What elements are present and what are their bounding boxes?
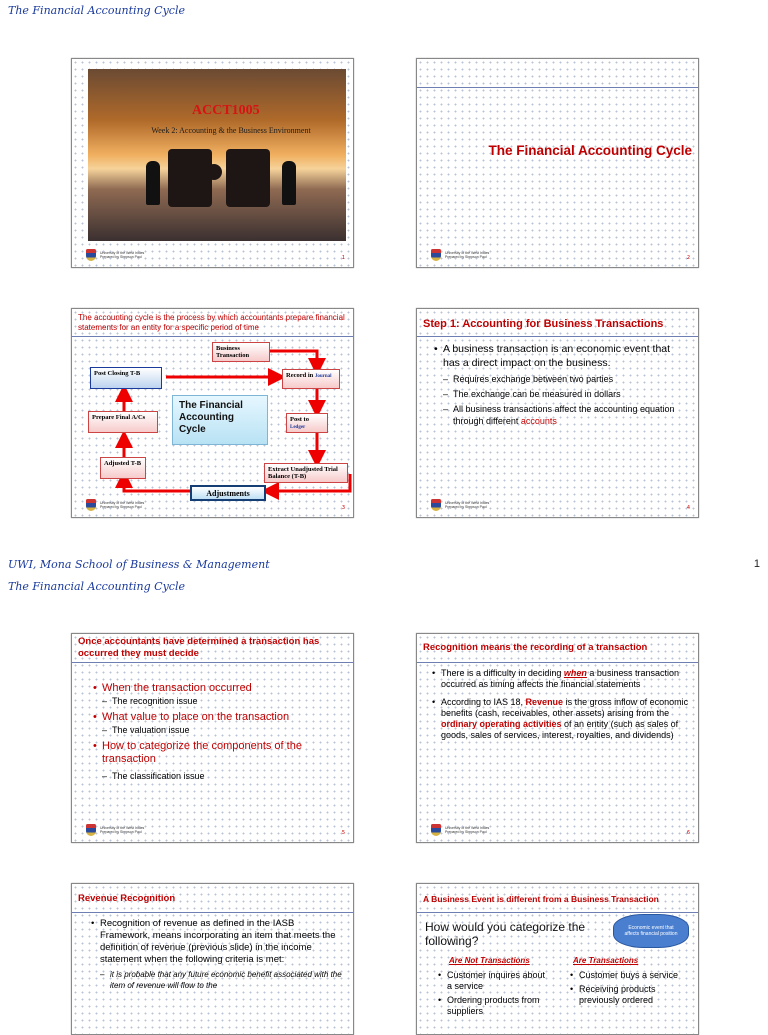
bullet: • What value to place on the transaction <box>102 711 340 724</box>
university-crest-icon <box>86 824 96 836</box>
slide-number: 6 <box>686 830 690 836</box>
list-item: • Receiving products previously ordered <box>579 984 687 1006</box>
slide-2: The Financial Accounting Cycle University of the West Indies Prepared by Simpson Paul 2 <box>416 58 699 268</box>
box-extract-trial-balance: Extract Unadjusted Trial Balance (T-B) <box>264 463 348 483</box>
puzzle-piece-right <box>226 149 270 207</box>
slide-6: Recognition means the recording of a transaction • There is a difficulty in deciding when a business transaction occurred as timing affects the financial statements • According to IAS 18, Revenue is the gross inflow of economic benefits (cash, receivables, other assets) arising from the ordinary operating activities of an entity (such as sales of goods, sales of services, interest, royalties, and dividends) University of the West Indies Prepared by Simpson Paul 6 <box>416 633 699 843</box>
cloud-callout: Economic event that affects financial position <box>613 914 689 948</box>
sub-bullet: – The valuation issue <box>90 724 340 736</box>
box-prepare-final-accounts: Prepare Final A/Cs <box>88 411 158 433</box>
page-number: 1 <box>753 558 760 570</box>
box-post-closing-tb: Post Closing T-B <box>90 367 162 389</box>
slide-4-body <box>431 342 681 427</box>
sub-bullet: – The classification issue <box>90 770 340 782</box>
slide-7-title: Revenue Recognition <box>78 893 176 904</box>
university-crest-icon <box>431 249 441 261</box>
bullet: • There is a difficulty in deciding when a business transaction occurred as timing affects the financial statements <box>441 668 689 690</box>
sub-bullet: – The exchange can be measured in dollars <box>431 388 681 400</box>
person-right-silhouette <box>282 161 296 205</box>
bullet: • According to IAS 18, Revenue is the gross inflow of economic benefits (cash, receivables, other assets) arising from the ordinary operating activities of an entity (such as sales of goods, sales of services, interest, royalties, and dividends) <box>441 697 689 741</box>
slide-5: Once accountants have determined a transaction has occurred they must decide • When the transaction occurred – The recognition issue • What value to place on the transaction – The valuation issue • How to categorize the components of the transaction – The classification issue University of the West Indies Prepared by Simpson Paul 5 <box>71 633 354 843</box>
slide-7 <box>71 883 354 1035</box>
slide-number: 4 <box>686 505 690 511</box>
column-transactions: Are Transactions <box>573 956 639 965</box>
slide-3-title: The accounting cycle is the process by which accountants prepare financial statements for an entity for a specific period of time <box>78 313 345 332</box>
slide-number: 3 <box>341 505 345 511</box>
slide-8 <box>416 883 699 1035</box>
box-adjusted-tb: Adjusted T-B <box>100 457 146 479</box>
column-not-transactions: Are Not Transactions <box>449 956 530 965</box>
slide-1 <box>71 58 354 268</box>
list-item: • Ordering products from suppliers <box>447 995 550 1017</box>
list-item: • Customer buys a service <box>579 970 687 981</box>
page-header-title: The Financial Accounting Cycle <box>8 4 185 17</box>
course-code: ACCT1005 <box>192 103 260 118</box>
page-footer-school: UWI, Mona School of Business & Management <box>8 558 270 571</box>
bullet: • How to categorize the components of the transaction <box>102 740 340 766</box>
university-crest-icon <box>86 249 96 261</box>
box-adjustments: Adjustments <box>190 485 266 501</box>
slide-6-title: Recognition means the recording of a transaction <box>423 642 648 653</box>
university-crest-icon <box>431 824 441 836</box>
list-item: • Customer inquires about a service <box>447 970 550 992</box>
slide-4-title: Step 1: Accounting for Business Transactions <box>423 318 664 330</box>
sub-bullet: – The recognition issue <box>90 695 340 707</box>
sub-bullet: – Requires exchange between two parties <box>431 373 681 385</box>
puzzle-piece-left <box>168 149 212 207</box>
slide-2-title: The Financial Accounting Cycle <box>488 143 692 158</box>
person-left-silhouette <box>146 161 160 205</box>
sub-bullet: – it is probable that any future economic benefit associated with the item of revenue will flow to the <box>88 969 343 991</box>
box-post-ledger: Post to Ledger <box>286 413 328 433</box>
puzzle-knob <box>206 164 222 180</box>
page-header-title-2: The Financial Accounting Cycle <box>8 580 185 593</box>
slide-number: 2 <box>686 255 690 261</box>
box-business-transaction: Business Transaction <box>212 342 270 362</box>
bullet: • A business transaction is an economic event that has a direct impact on the business. <box>443 342 681 370</box>
slide-footer: University of the West Indies Prepared by Simpson Paul <box>86 249 144 261</box>
box-record-journal: Record in Journal <box>282 369 340 389</box>
bullet: • When the transaction occurred <box>102 682 340 695</box>
slide-1-photo <box>88 69 346 241</box>
cycle-center-label: The Financial Accounting Cycle <box>172 395 268 445</box>
list-not-transactions <box>435 970 550 1017</box>
university-crest-icon <box>431 499 441 511</box>
slide-5-title: Once accountants have determined a transaction has occurred they must decide <box>78 636 320 659</box>
slide-6-body <box>429 668 689 741</box>
slide-8-title: A Business Event is different from a Business Transaction <box>423 894 659 904</box>
slide-number: 5 <box>341 830 345 836</box>
bullet: • Recognition of revenue as defined in the IASB Framework, means incorporating an item that meets the definition of revenue (previous slide) in the income statement when the following criteria is met: <box>100 918 343 966</box>
slide-4: Step 1: Accounting for Business Transactions • A business transaction is an economic event that has a direct impact on the business. – Requires exchange between two parties – The exchange can be measured in dollars – All business transactions affect the accounting equation through different accounts University of the West Indies Prepared by Simpson Paul 4 <box>416 308 699 518</box>
list-transactions <box>567 970 687 1006</box>
slide-3: The accounting cycle is the process by which accountants prepare financial statements for an entity for a specific period of time Business Transaction Record in Journal Post to Ledger Extract Unadjusted Trial Balance (T-B) Adjustments Adjusted T-B Prepare Final A/Cs Post Closing T-B The Financial Accounting Cycle University of the West Indies Prepared by Simpson Paul 3 <box>71 308 354 518</box>
slide-5-body <box>90 682 340 782</box>
slide-8-question: How would you categorize the following? <box>425 920 586 948</box>
slide-number: 1 <box>341 255 345 261</box>
course-subtitle: Week 2: Accounting & the Business Environment <box>151 126 311 135</box>
slide-7-body <box>88 918 343 991</box>
sub-bullet: – All business transactions affect the accounting equation through different accounts <box>431 403 681 427</box>
university-crest-icon <box>86 499 96 511</box>
